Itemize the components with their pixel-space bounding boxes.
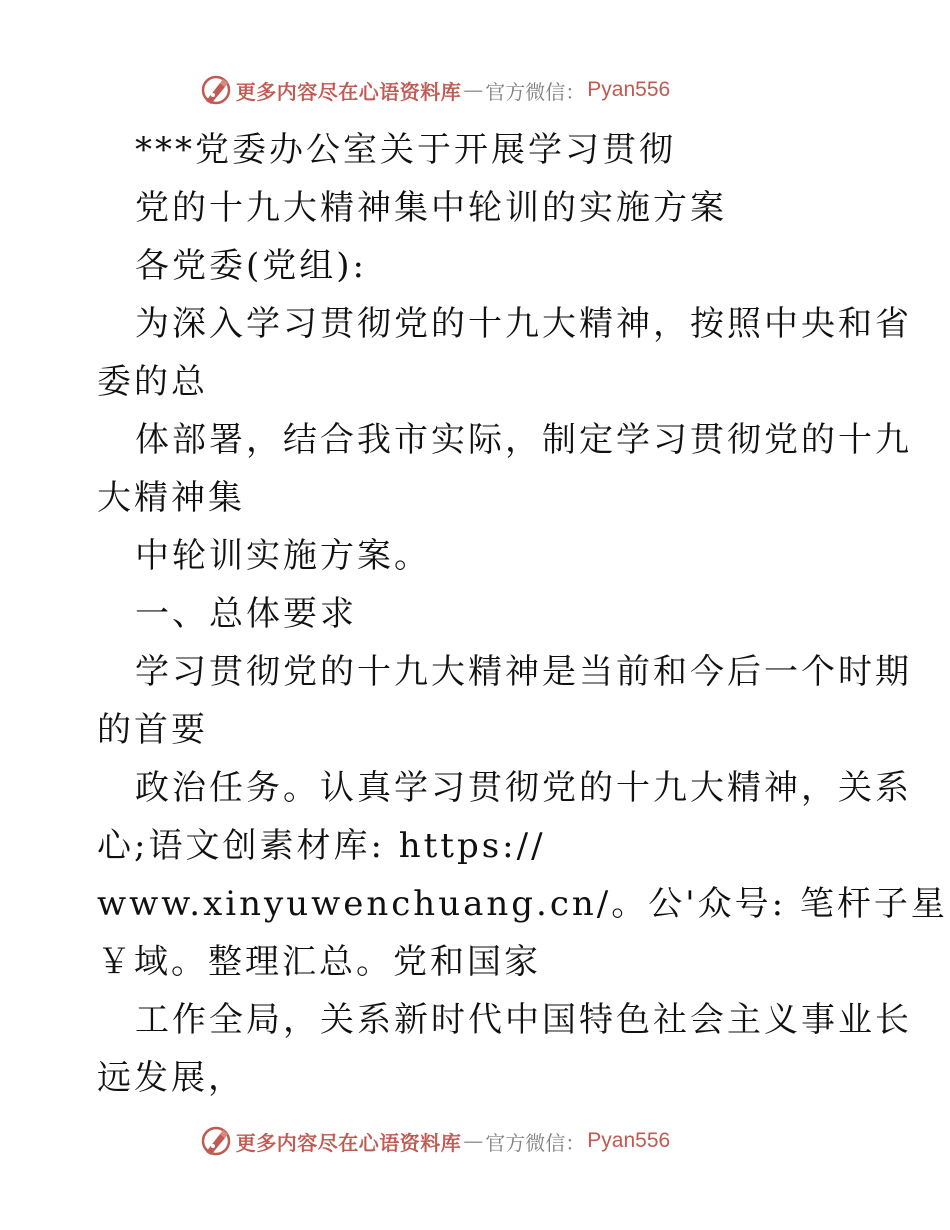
paragraph-line: 政治任务。认真学习贯彻党的十九大精神，关系	[135, 768, 912, 808]
paragraph-line: 的首要	[97, 710, 208, 750]
watermark-separator: —	[463, 1129, 484, 1153]
watermark-title: 更多内容尽在心语资料库	[235, 1130, 462, 1155]
watermark-wechat-id: Pyan556	[587, 78, 671, 101]
paragraph-line: 体部署，结合我市实际，制定学习贯彻党的十九	[135, 420, 912, 460]
salutation: 各党委(党组):	[135, 246, 367, 286]
pen-logo-icon	[200, 1125, 232, 1157]
paragraph-line: 学习贯彻党的十九大精神是当前和今后一个时期	[135, 652, 912, 692]
paragraph-line: 远发展，	[97, 1058, 245, 1098]
footer-watermark	[0, 1121, 950, 1161]
paragraph-line: 工作全局，关系新时代中国特色社会主义事业长	[135, 1000, 912, 1040]
header-watermark	[0, 70, 950, 110]
paragraph-line: 心;语文创素材库: https://	[97, 826, 546, 866]
document-title-line-2: 党的十九大精神集中轮训的实施方案	[135, 188, 727, 228]
paragraph-line: 大精神集	[97, 478, 245, 518]
section-heading: 一、总体要求	[135, 594, 357, 634]
watermark-separator: —	[463, 78, 484, 102]
watermark-wechat-label: 官方微信：	[485, 1130, 586, 1155]
paragraph-line: 委的总	[97, 362, 208, 402]
watermark-title: 更多内容尽在心语资料库	[235, 79, 462, 104]
paragraph-line: 中轮训实施方案。	[135, 536, 431, 576]
paragraph-line: 为深入学习贯彻党的十九大精神，按照中央和省	[135, 304, 912, 344]
document-title-line-1: ***党委办公室关于开展学习贯彻	[135, 130, 676, 170]
watermark-wechat-label: 官方微信：	[485, 79, 586, 104]
paragraph-line: ￥域。整理汇总。党和国家	[97, 942, 541, 982]
paragraph-line: www.xinyuwenchuang.cn/。公'众号: 笔杆子星	[97, 884, 948, 924]
watermark-wechat-id: Pyan556	[587, 1129, 671, 1152]
pen-logo-icon	[200, 74, 232, 106]
